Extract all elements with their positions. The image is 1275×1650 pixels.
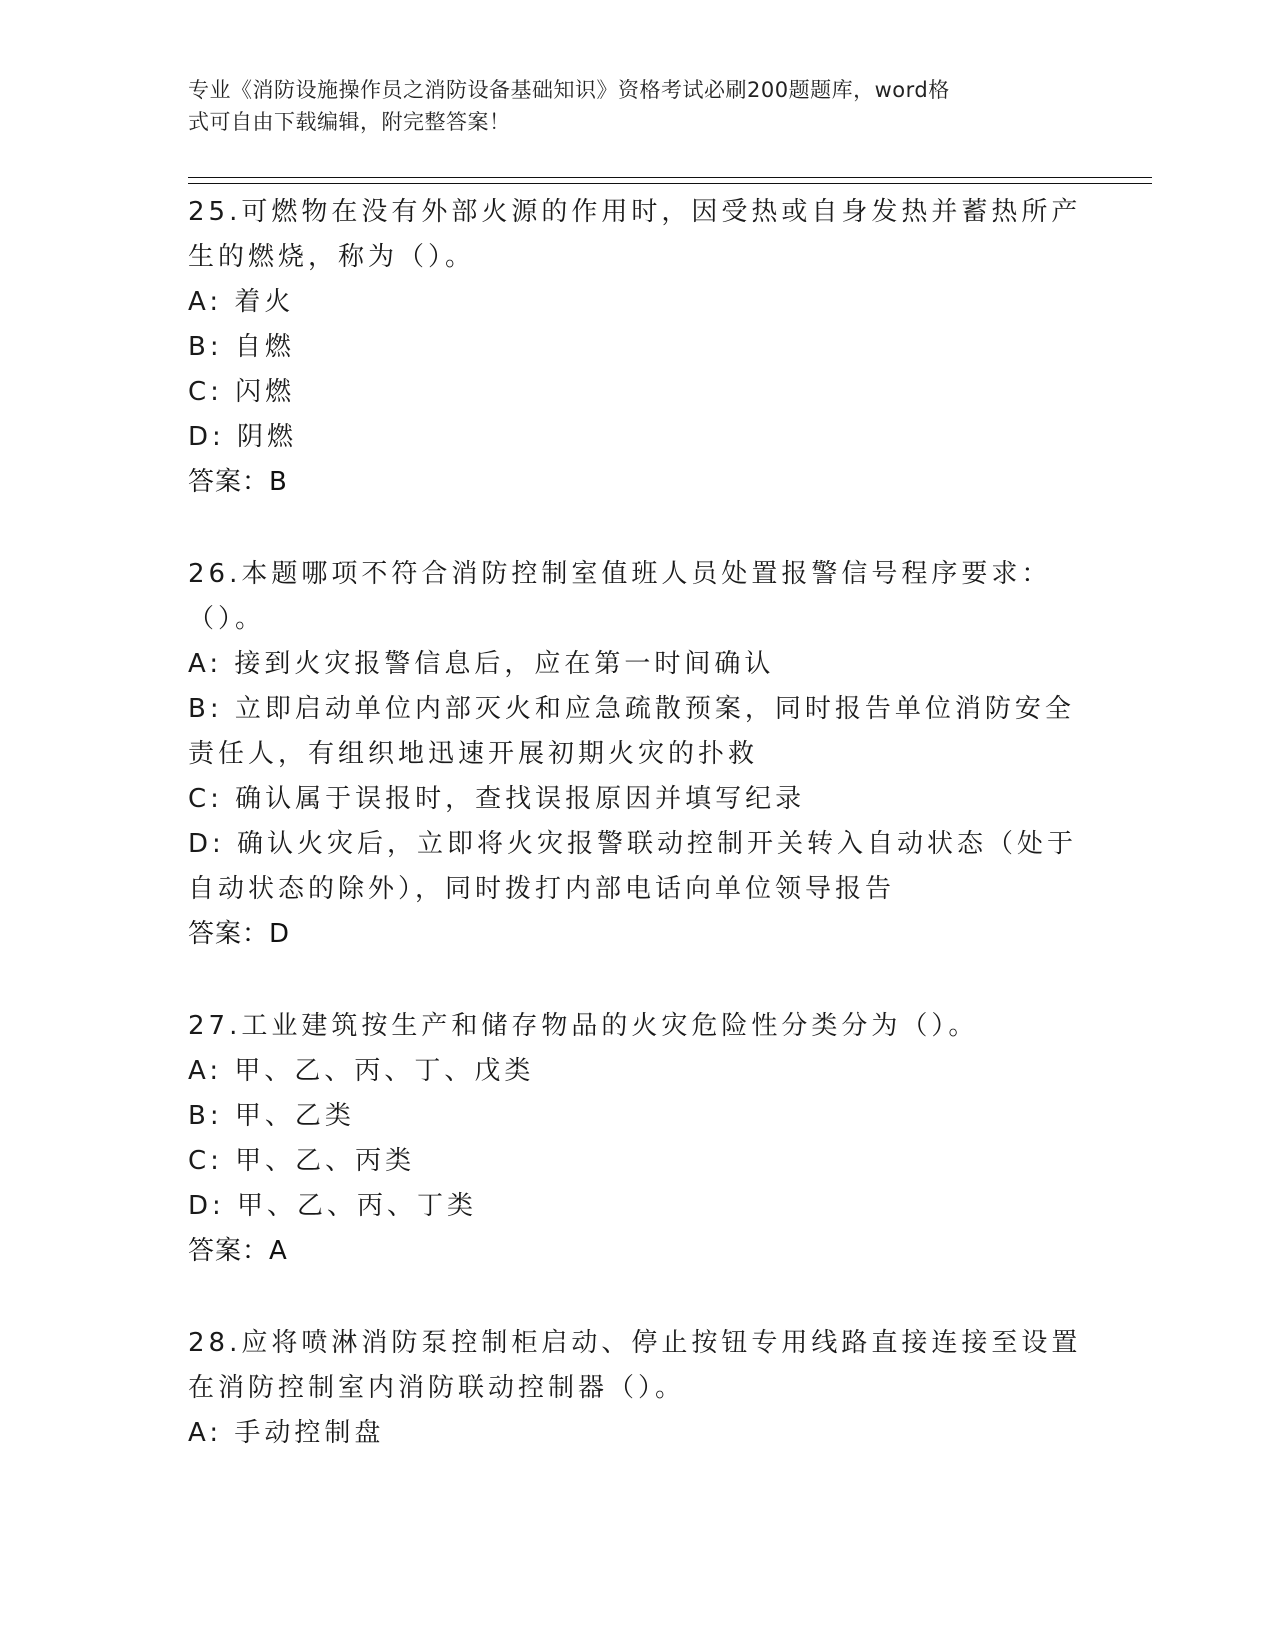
header-divider-bottom xyxy=(188,183,1152,184)
header-line-2: 式可自由下载编辑，附完整答案！ xyxy=(188,110,511,134)
option-a: A: 着火 xyxy=(188,287,295,317)
option-c: C: 甲、乙、丙类 xyxy=(188,1146,416,1176)
option-a: A: 手动控制盘 xyxy=(188,1418,385,1448)
header-divider-top xyxy=(188,177,1152,178)
question-text: 25.可燃物在没有外部火源的作用时，因受热或自身发热并蓄热所产生的燃烧，称为（）。 xyxy=(188,197,1082,272)
answer: 答案：A xyxy=(188,1236,288,1266)
answer: 答案：B xyxy=(188,467,288,497)
question-list xyxy=(188,190,1088,1456)
question-27 xyxy=(188,1004,1088,1274)
option-d: D: 阴燃 xyxy=(188,422,298,452)
question-text: 28.应将喷淋消防泵控制柜启动、停止按钮专用线路直接连接至设置在消防控制室内消防联动控制器（）。 xyxy=(188,1328,1082,1403)
option-a: A: 接到火灾报警信息后，应在第一时间确认 xyxy=(188,649,775,679)
option-d: D: 确认火灾后，立即将火灾报警联动控制开关转入自动状态（处于自动状态的除外），同时拨打内部电话向单位领导报告 xyxy=(188,829,1078,904)
option-c: C: 闪燃 xyxy=(188,377,296,407)
option-b: B: 自燃 xyxy=(188,332,295,362)
question-25 xyxy=(188,190,1088,505)
question-text: 26.本题哪项不符合消防控制室值班人员处置报警信号程序要求：（）。 xyxy=(188,559,1052,634)
option-b: B: 甲、乙类 xyxy=(188,1101,355,1131)
option-b: B: 立即启动单位内部灭火和应急疏散预案，同时报告单位消防安全责任人，有组织地迅速开展初期火灾的扑救 xyxy=(188,694,1075,769)
option-d: D: 甲、乙、丙、丁类 xyxy=(188,1191,478,1221)
option-a: A: 甲、乙、丙、丁、戊类 xyxy=(188,1056,535,1086)
document-header xyxy=(188,74,1068,138)
question-28 xyxy=(188,1321,1088,1456)
header-line-1: 专业《消防设施操作员之消防设备基础知识》资格考试必刷200题题库，word格 xyxy=(188,78,950,102)
question-26 xyxy=(188,552,1088,957)
question-text: 27.工业建筑按生产和储存物品的火灾危险性分类分为（）。 xyxy=(188,1011,979,1041)
option-c: C: 确认属于误报时，查找误报原因并填写纪录 xyxy=(188,784,806,814)
answer: 答案：D xyxy=(188,919,291,949)
